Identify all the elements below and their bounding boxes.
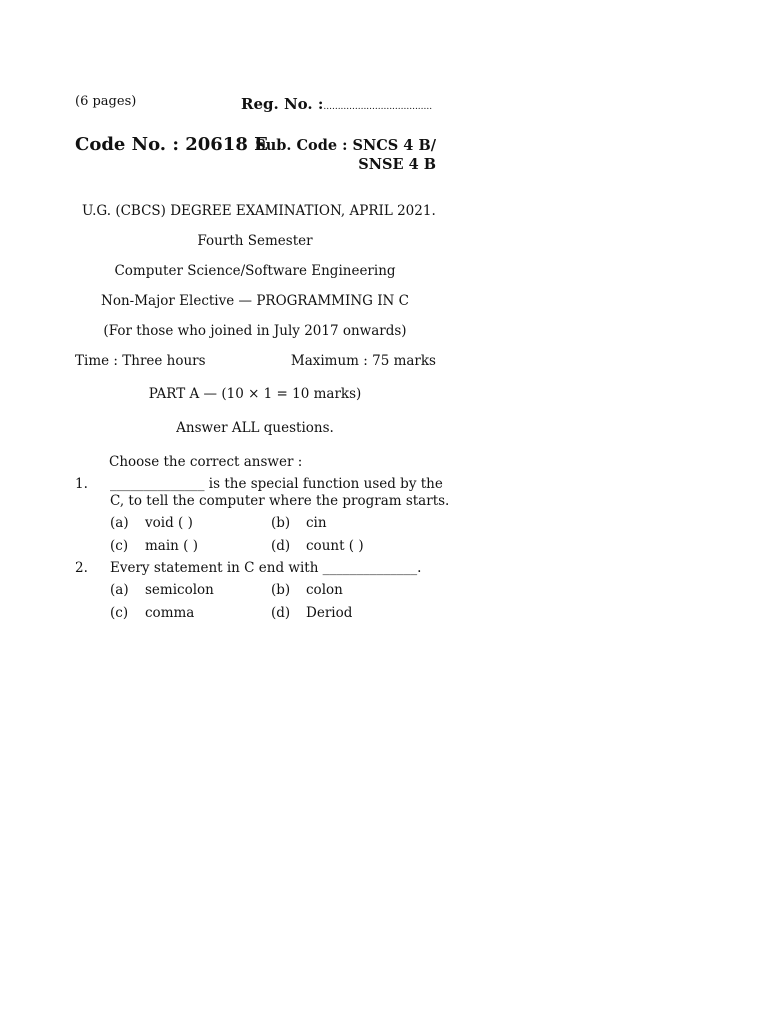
option-label: (d)	[271, 605, 291, 621]
sub-code-line2: SNSE 4 B	[358, 156, 436, 173]
exam-time: Time : Three hours	[75, 353, 206, 369]
question-text-line2: C, to tell the computer where the program starts.	[110, 493, 450, 509]
page-count: (6 pages)	[75, 94, 137, 109]
question-number: 1.	[75, 476, 88, 492]
option-text: comma	[145, 605, 195, 621]
option-label: (d)	[271, 538, 291, 554]
option-label: (c)	[110, 538, 129, 554]
max-marks: Maximum : 75 marks	[290, 353, 436, 369]
eligibility: (For those who joined in July 2017 onwards)	[103, 323, 407, 339]
option-text: count ( )	[306, 538, 364, 554]
reg-no	[241, 94, 432, 113]
department: Computer Science/Software Engineering	[114, 263, 396, 279]
option-label: (b)	[271, 515, 291, 531]
part-a-heading: PART A — (10 × 1 = 10 marks)	[148, 386, 362, 402]
reg-no-dots: ......................................	[323, 102, 433, 112]
question-text-line1: ______________ is the special function used by the	[110, 476, 443, 492]
option-text: void ( )	[145, 515, 193, 531]
option-label: (c)	[110, 605, 129, 621]
option-text: semicolon	[145, 582, 214, 598]
option-text: Deriod	[306, 605, 353, 621]
option-label: (a)	[110, 515, 129, 531]
option-text: main ( )	[145, 538, 198, 554]
code-number: Code No. : 20618 E	[75, 134, 268, 155]
option-label: (b)	[271, 582, 291, 598]
question-text-line1: Every statement in C end with ______________.	[110, 560, 422, 576]
option-text: colon	[306, 582, 343, 598]
choose-instruction: Choose the correct answer :	[109, 454, 303, 470]
part-a-instruction: Answer ALL questions.	[176, 420, 334, 436]
question-number: 2.	[75, 560, 88, 576]
semester: Fourth Semester	[197, 233, 313, 249]
exam-title: U.G. (CBCS) DEGREE EXAMINATION, APRIL 2021.	[82, 203, 436, 219]
reg-no-label: Reg. No. :	[241, 95, 324, 113]
option-text: cin	[306, 515, 327, 531]
paper-title: Non-Major Elective — PROGRAMMING IN C	[101, 293, 409, 309]
sub-code-line1: Sub. Code : SNCS 4 B/	[255, 137, 436, 154]
option-label: (a)	[110, 582, 129, 598]
